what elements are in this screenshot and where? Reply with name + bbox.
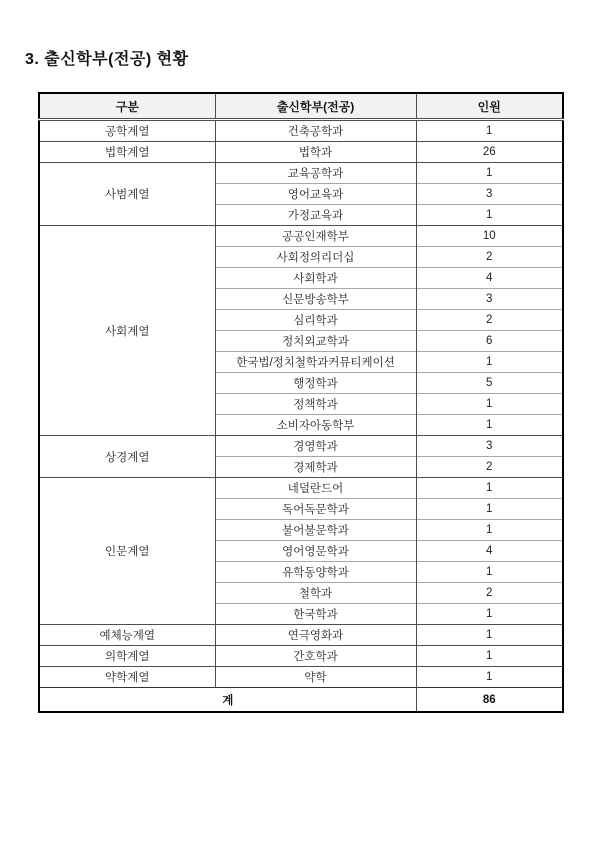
count-cell: 1: [416, 163, 563, 184]
major-cell: 사회정의리더십: [215, 247, 416, 268]
count-cell: 2: [416, 310, 563, 331]
category-cell: 공학계열: [39, 120, 215, 142]
category-cell: 사범계열: [39, 163, 215, 226]
table-body: [39, 120, 563, 688]
major-cell: 간호학과: [215, 646, 416, 667]
major-cell: 신문방송학부: [215, 289, 416, 310]
count-cell: 1: [416, 352, 563, 373]
count-cell: 1: [416, 394, 563, 415]
major-cell: 법학과: [215, 142, 416, 163]
header-count: 인원: [416, 93, 563, 120]
total-value: 86: [416, 688, 563, 713]
major-cell: 행정학과: [215, 373, 416, 394]
count-cell: 26: [416, 142, 563, 163]
header-row: [39, 93, 563, 120]
table-footer: [39, 688, 563, 713]
major-cell: 교육공학과: [215, 163, 416, 184]
category-cell: 법학계열: [39, 142, 215, 163]
count-cell: 1: [416, 499, 563, 520]
count-cell: 1: [416, 478, 563, 499]
category-cell: 약학계열: [39, 667, 215, 688]
count-cell: 2: [416, 583, 563, 604]
table-row: [39, 625, 563, 646]
count-cell: 4: [416, 541, 563, 562]
major-cell: 약학: [215, 667, 416, 688]
major-cell: 소비자아동학부: [215, 415, 416, 436]
table-row: [39, 667, 563, 688]
major-cell: 유학동양학과: [215, 562, 416, 583]
count-cell: 1: [416, 120, 563, 142]
major-cell: 독어독문학과: [215, 499, 416, 520]
major-cell: 정치외교학과: [215, 331, 416, 352]
page-title: 3. 출신학부(전공) 현황: [25, 51, 189, 68]
count-cell: 10: [416, 226, 563, 247]
category-cell: 의학계열: [39, 646, 215, 667]
count-cell: 1: [416, 646, 563, 667]
major-cell: 건축공학과: [215, 120, 416, 142]
count-cell: 4: [416, 268, 563, 289]
major-cell: 사회학과: [215, 268, 416, 289]
major-cell: 철학과: [215, 583, 416, 604]
table-row: [39, 478, 563, 499]
table-row: [39, 163, 563, 184]
major-cell: 연극영화과: [215, 625, 416, 646]
major-cell: 공공인재학부: [215, 226, 416, 247]
table-row: [39, 436, 563, 457]
count-cell: 1: [416, 667, 563, 688]
total-row: [39, 688, 563, 713]
major-cell: 정책학과: [215, 394, 416, 415]
table-header: [39, 93, 563, 120]
major-cell: 심리학과: [215, 310, 416, 331]
table-row: [39, 646, 563, 667]
category-cell: 인문계열: [39, 478, 215, 625]
count-cell: 3: [416, 289, 563, 310]
count-cell: 1: [416, 205, 563, 226]
table-row: [39, 120, 563, 142]
header-category: 구분: [39, 93, 215, 120]
table-row: [39, 142, 563, 163]
major-cell: 경제학과: [215, 457, 416, 478]
major-cell: 한국법/정치철학과커뮤티케이션: [215, 352, 416, 373]
category-cell: 예체능계열: [39, 625, 215, 646]
table-row: [39, 226, 563, 247]
header-major: 출신학부(전공): [215, 93, 416, 120]
major-cell: 네덜란드어: [215, 478, 416, 499]
major-cell: 영어교육과: [215, 184, 416, 205]
category-cell: 사회계열: [39, 226, 215, 436]
count-cell: 6: [416, 331, 563, 352]
major-cell: 경영학과: [215, 436, 416, 457]
major-cell: 영어영문학과: [215, 541, 416, 562]
count-cell: 1: [416, 625, 563, 646]
count-cell: 2: [416, 247, 563, 268]
count-cell: 1: [416, 562, 563, 583]
count-cell: 2: [416, 457, 563, 478]
count-cell: 1: [416, 604, 563, 625]
count-cell: 3: [416, 184, 563, 205]
major-cell: 한국학과: [215, 604, 416, 625]
count-cell: 1: [416, 415, 563, 436]
major-cell: 가정교육과: [215, 205, 416, 226]
category-cell: 상경계열: [39, 436, 215, 478]
count-cell: 3: [416, 436, 563, 457]
count-cell: 1: [416, 520, 563, 541]
count-cell: 5: [416, 373, 563, 394]
total-label: 계: [39, 688, 416, 713]
major-cell: 불어불문학과: [215, 520, 416, 541]
majors-table: [38, 92, 564, 713]
